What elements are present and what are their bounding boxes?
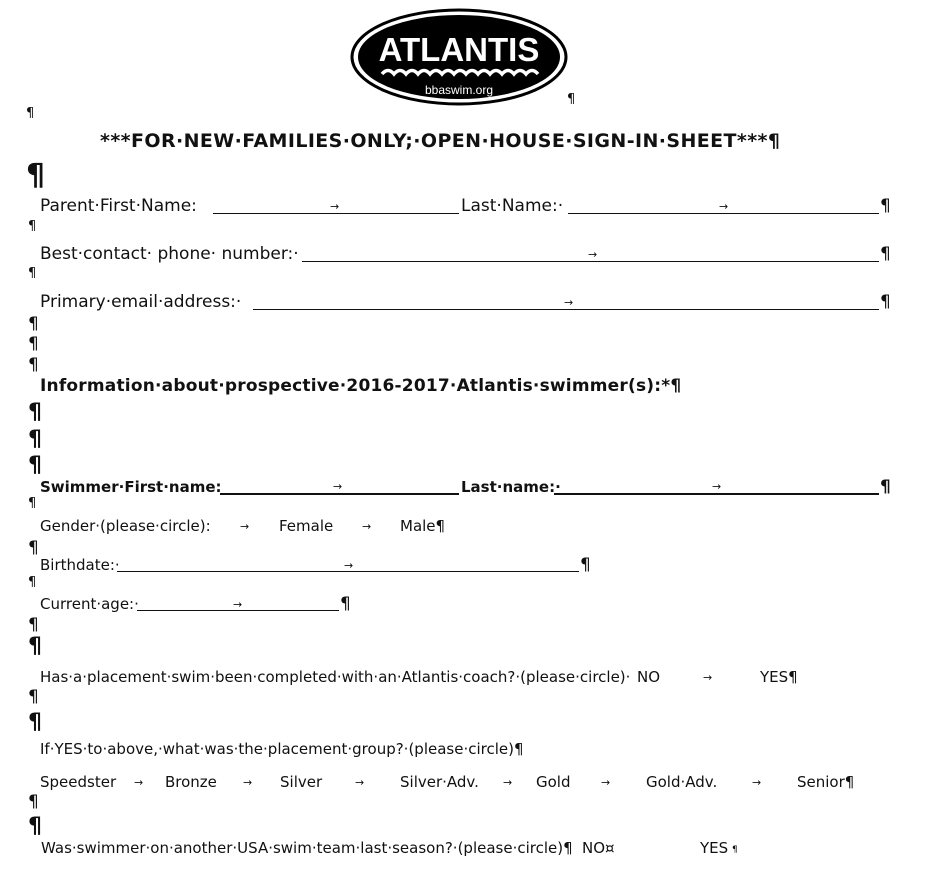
group-option-speedster[interactable]: Speedster: [40, 773, 117, 791]
group-option-gold-adv[interactable]: Gold·Adv.: [646, 773, 718, 791]
page-title: ***FOR·NEW·FAMILIES·ONLY;·OPEN·HOUSE·SIGN-IN·SHEET***¶: [100, 130, 781, 152]
end-of-row-marker: ¶: [732, 845, 738, 855]
tab-arrow: →: [333, 480, 343, 493]
tab-arrow: →: [362, 520, 372, 533]
parent-first-name-label: Parent·First·Name:: [40, 196, 197, 216]
gender-male-option[interactable]: Male¶: [400, 517, 446, 535]
logo-site: bbaswim.org: [424, 83, 494, 97]
gender-female-option[interactable]: Female: [279, 517, 334, 535]
tab-arrow: →: [703, 671, 713, 684]
tab-arrow: →: [752, 776, 762, 789]
tab-arrow: →: [719, 200, 729, 213]
group-option-gold[interactable]: Gold: [536, 773, 571, 791]
pilcrow: ¶: [28, 538, 39, 558]
pilcrow: ¶: [340, 594, 351, 614]
tab-arrow: →: [243, 776, 253, 789]
pilcrow: ¶: [28, 710, 42, 735]
tab-arrow: →: [134, 776, 144, 789]
swimmer-first-name-label: Swimmer·First·name:: [40, 478, 222, 496]
logo-name: ATLANTIS: [378, 31, 540, 68]
email-field[interactable]: [253, 309, 879, 310]
gender-label: Gender·(please·circle):: [40, 517, 211, 535]
swimmer-last-name-field[interactable]: [554, 493, 879, 495]
tab-arrow: →: [344, 559, 354, 572]
pilcrow: ¶: [580, 555, 591, 575]
group-option-bronze[interactable]: Bronze: [165, 773, 217, 791]
tab-arrow: →: [240, 520, 250, 533]
pilcrow: ¶: [28, 814, 42, 839]
pilcrow: ¶: [26, 106, 35, 121]
pilcrow: ¶: [28, 615, 39, 635]
swimmer-section-heading: Information·about·prospective·2016-2017·Atlantis·swimmer(s):*¶: [40, 376, 682, 396]
pilcrow: ¶: [28, 634, 42, 659]
email-label: Primary·email·address:·: [40, 292, 242, 312]
swimmer-last-name-label: Last·name:·: [461, 478, 561, 496]
tab-arrow: →: [588, 248, 598, 261]
pilcrow: ¶: [880, 244, 891, 264]
usa-yes-option[interactable]: YES: [700, 839, 729, 857]
phone-field[interactable]: [302, 261, 879, 262]
phone-label: Best·contact· phone· number:·: [40, 244, 299, 264]
group-option-silver-adv[interactable]: Silver·Adv.: [400, 773, 479, 791]
parent-last-name-label: Last·Name:·: [461, 196, 564, 216]
placement-yes-option[interactable]: YES¶: [760, 668, 798, 686]
tab-arrow: →: [330, 200, 340, 213]
parent-last-name-field[interactable]: [568, 213, 879, 214]
pilcrow: ¶: [28, 266, 37, 281]
parent-first-name-field[interactable]: [213, 213, 459, 214]
tab-arrow: →: [601, 776, 611, 789]
usa-no-option[interactable]: NO¤: [582, 839, 615, 857]
pilcrow: ¶: [567, 92, 576, 107]
tab-arrow: →: [503, 776, 513, 789]
pilcrow: ¶: [28, 314, 39, 334]
placement-question: Has·a·placement·swim·been·completed·with·an·Atlantis·coach?·(please·circle)·: [40, 668, 631, 686]
pilcrow: ¶: [28, 575, 37, 590]
pilcrow: ¶: [26, 158, 46, 193]
pilcrow: ¶: [880, 196, 891, 216]
pilcrow: ¶: [880, 477, 891, 497]
pilcrow: ¶: [28, 687, 39, 707]
placement-group-question: If·YES·to·above,·what·was·the·placement·group?·(please·circle)¶: [40, 740, 524, 758]
group-option-silver[interactable]: Silver: [280, 773, 323, 791]
birthdate-label: Birthdate:·: [40, 556, 120, 574]
usa-team-question: Was·swimmer·on·another·USA·swim·team·last·season?·(please·circle)¶: [41, 839, 573, 857]
pilcrow: ¶: [28, 792, 39, 812]
group-option-senior[interactable]: Senior¶: [797, 773, 855, 791]
atlantis-logo: [350, 8, 568, 106]
current-age-label: Current·age:·: [40, 595, 139, 613]
tab-arrow: →: [564, 296, 574, 309]
pilcrow: ¶: [28, 334, 39, 354]
pilcrow: ¶: [28, 355, 39, 375]
pilcrow: ¶: [28, 453, 42, 478]
pilcrow: ¶: [880, 292, 891, 312]
pilcrow: ¶: [28, 427, 42, 452]
tab-arrow: →: [233, 598, 243, 611]
swimmer-first-name-field[interactable]: [220, 493, 459, 495]
tab-arrow: →: [355, 776, 365, 789]
placement-no-option[interactable]: NO: [637, 668, 661, 686]
pilcrow: ¶: [28, 400, 42, 425]
pilcrow: ¶: [28, 219, 37, 234]
tab-arrow: →: [712, 480, 722, 493]
pilcrow: ¶: [28, 496, 37, 511]
